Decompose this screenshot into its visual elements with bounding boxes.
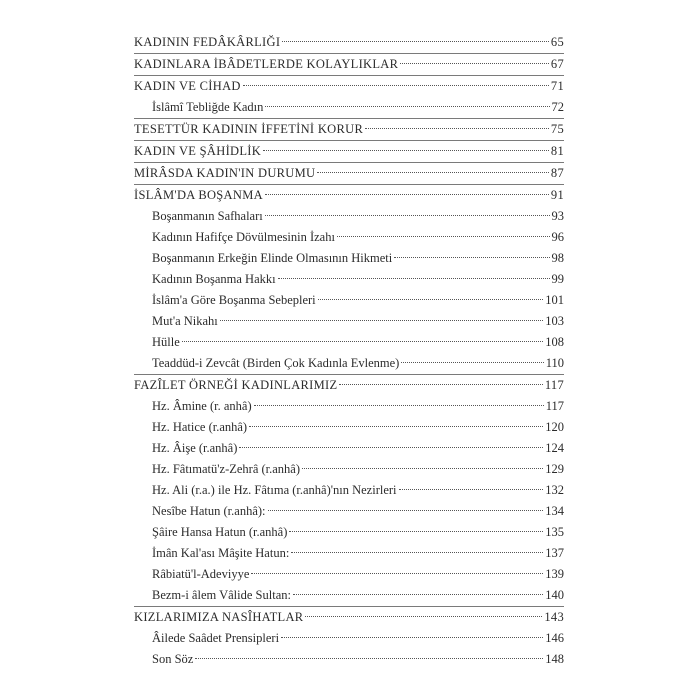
toc-section [134,118,564,140]
toc-subentry-page: 110 [545,356,564,370]
toc-subentry[interactable] [134,97,564,118]
toc-leader-dots [282,41,549,42]
toc-subentry-page: 135 [545,525,564,539]
toc-entry-page: 75 [550,122,564,136]
toc-subentry[interactable] [134,269,564,290]
toc-leader-dots [239,447,543,448]
toc-entry-page: 143 [544,610,564,624]
toc-leader-dots [220,320,543,321]
toc-leader-dots [399,489,544,490]
toc-entry-page: 81 [550,144,564,158]
toc-leader-dots [318,299,544,300]
toc-subentry[interactable] [134,459,564,480]
toc-leader-dots [365,128,549,129]
toc-subentry-title: Bezm-i âlem Vâlide Sultan: [152,588,291,602]
toc-leader-dots [337,236,550,237]
toc-subentry[interactable] [134,522,564,543]
toc-entry[interactable] [134,163,564,184]
toc-subentry[interactable] [134,480,564,501]
toc-subentry-title: Kadının Hafifçe Dövülmesinin İzahı [152,230,335,244]
toc-subentry-title: Hz. Fâtımatü'z-Zehrâ (r.anhâ) [152,462,301,476]
toc-subentry-page: 120 [545,420,564,434]
toc-entry-title: KADIN VE ŞÂHİDLİK [134,144,262,158]
toc-subentry-title: Şâire Hansa Hatun (r.anhâ) [152,525,288,539]
toc-entry-page: 67 [550,57,564,71]
toc-subentry-title: İslâmî Tebliğde Kadın [152,100,264,114]
toc-entry[interactable] [134,76,564,97]
toc-leader-dots [265,194,549,195]
toc-entry[interactable] [134,119,564,140]
toc-subentry-page: 96 [551,230,564,244]
toc-subentry-title: Kadının Boşanma Hakkı [152,272,276,286]
toc-subentry-title: Boşanmanın Safhaları [152,209,263,223]
toc-leader-dots [293,594,543,595]
toc-subentry-page: 137 [545,546,564,560]
toc-subentry-page: 72 [551,100,564,114]
toc-entry-title: KADIN VE CİHAD [134,79,241,93]
toc-subentry-page: 108 [545,335,564,349]
toc-entry[interactable] [134,607,564,628]
toc-entry[interactable] [134,32,564,53]
toc-subentry-page: 99 [551,272,564,286]
toc-section [134,374,564,606]
toc-subentry-title: Hz. Hatice (r.anhâ) [152,420,248,434]
toc-subentry[interactable] [134,332,564,353]
toc-subentry[interactable] [134,628,564,649]
toc-leader-dots [251,573,543,574]
toc-subentry[interactable] [134,396,564,417]
toc-leader-dots [195,658,543,659]
toc-leader-dots [254,405,544,406]
toc-subentry-title: Teaddüd-i Zevcât (Birden Çok Kadınla Evlenme) [152,356,400,370]
toc-section [134,184,564,374]
toc-subentry[interactable] [134,227,564,248]
toc-leader-dots [243,85,549,86]
toc-subentry[interactable] [134,649,564,670]
toc-subentry-page: 146 [545,631,564,645]
toc-leader-dots [302,468,543,469]
toc-leader-dots [249,426,543,427]
toc-subentry-title: Hz. Âişe (r.anhâ) [152,441,238,455]
toc-section [134,162,564,184]
toc-leader-dots [265,106,549,107]
toc-subentry-title: Nesîbe Hatun (r.anhâ): [152,504,266,518]
toc-entry-page: 87 [550,166,564,180]
toc-entry-page: 71 [550,79,564,93]
toc-entry-title: KIZLARIMIZA NASÎHATLAR [134,610,304,624]
toc-leader-dots [281,637,543,638]
toc-leader-dots [401,362,543,363]
toc-subentry[interactable] [134,311,564,332]
toc-subentry-page: 103 [545,314,564,328]
toc-subentry-page: 134 [545,504,564,518]
toc-subentry-title: Hz. Âmine (r. anhâ) [152,399,252,413]
toc-section [134,53,564,75]
toc-section [134,606,564,670]
toc-leader-dots [265,215,550,216]
toc-leader-dots [263,150,549,151]
toc-entry-page: 91 [550,188,564,202]
toc-leader-dots [339,384,542,385]
toc-section [134,32,564,53]
toc-subentry-title: Hz. Ali (r.a.) ile Hz. Fâtıma (r.anhâ)'nın Nezirleri [152,483,397,497]
toc-leader-dots [291,552,543,553]
toc-entry-title: KADININ FEDÂKÂRLIĞI [134,35,281,49]
toc-subentry-title: İmân Kal'ası Mâşite Hatun: [152,546,290,560]
toc-subentry[interactable] [134,353,564,374]
toc-subentry-title: Boşanmanın Erkeğin Elinde Olmasının Hikmeti [152,251,393,265]
toc-entry-page: 65 [550,35,564,49]
toc-entry-title: TESETTÜR KADININ İFFETİNİ KORUR [134,122,364,136]
toc-subentry-page: 93 [551,209,564,223]
toc-entry-title: KADINLARA İBÂDETLERDE KOLAYLIKLAR [134,57,399,71]
toc-entry[interactable] [134,185,564,206]
toc-leader-dots [278,278,550,279]
toc-leader-dots [289,531,543,532]
toc-subentry-title: İslâm'a Göre Boşanma Sebepleri [152,293,316,307]
toc-leader-dots [400,63,549,64]
toc-subentry[interactable] [134,417,564,438]
toc-leader-dots [394,257,549,258]
toc-subentry[interactable] [134,501,564,522]
toc-subentry-page: 132 [545,483,564,497]
toc-entry-title: FAZÎLET ÖRNEĞİ KADINLARIMIZ [134,378,338,392]
toc-leader-dots [268,510,544,511]
toc-subentry-page: 140 [545,588,564,602]
toc-subentry[interactable] [134,543,564,564]
toc-subentry-page: 139 [545,567,564,581]
toc-leader-dots [305,616,542,617]
toc-subentry-title: Râbiatü'l-Adeviyye [152,567,250,581]
toc-subentry-title: Hülle [152,335,180,349]
toc-entry-page: 117 [544,378,564,392]
toc-section [134,140,564,162]
toc-subentry-page: 124 [545,441,564,455]
toc-entry-title: İSLÂM'DA BOŞANMA [134,188,263,202]
toc-subentry[interactable] [134,438,564,459]
toc-subentry-page: 101 [545,293,564,307]
toc-subentry-page: 98 [551,251,564,265]
toc-subentry-page: 129 [545,462,564,476]
toc-entry[interactable] [134,375,564,396]
toc-subentry-title: Mut'a Nikahı [152,314,218,328]
toc-subentry[interactable] [134,206,564,227]
toc-entry-title: MİRÂSDA KADIN'IN DURUMU [134,166,316,180]
toc-subentry[interactable] [134,585,564,606]
toc-leader-dots [182,341,543,342]
toc-entry[interactable] [134,54,564,75]
toc-subentry[interactable] [134,564,564,585]
toc-subentry-page: 117 [545,399,564,413]
toc-entry[interactable] [134,141,564,162]
table-of-contents [134,32,564,670]
toc-leader-dots [317,172,549,173]
toc-subentry-page: 148 [545,652,564,666]
toc-subentry-title: Son Söz [152,652,194,666]
toc-subentry[interactable] [134,248,564,269]
toc-section [134,75,564,118]
toc-subentry[interactable] [134,290,564,311]
toc-subentry-title: Âilede Saâdet Prensipleri [152,631,280,645]
